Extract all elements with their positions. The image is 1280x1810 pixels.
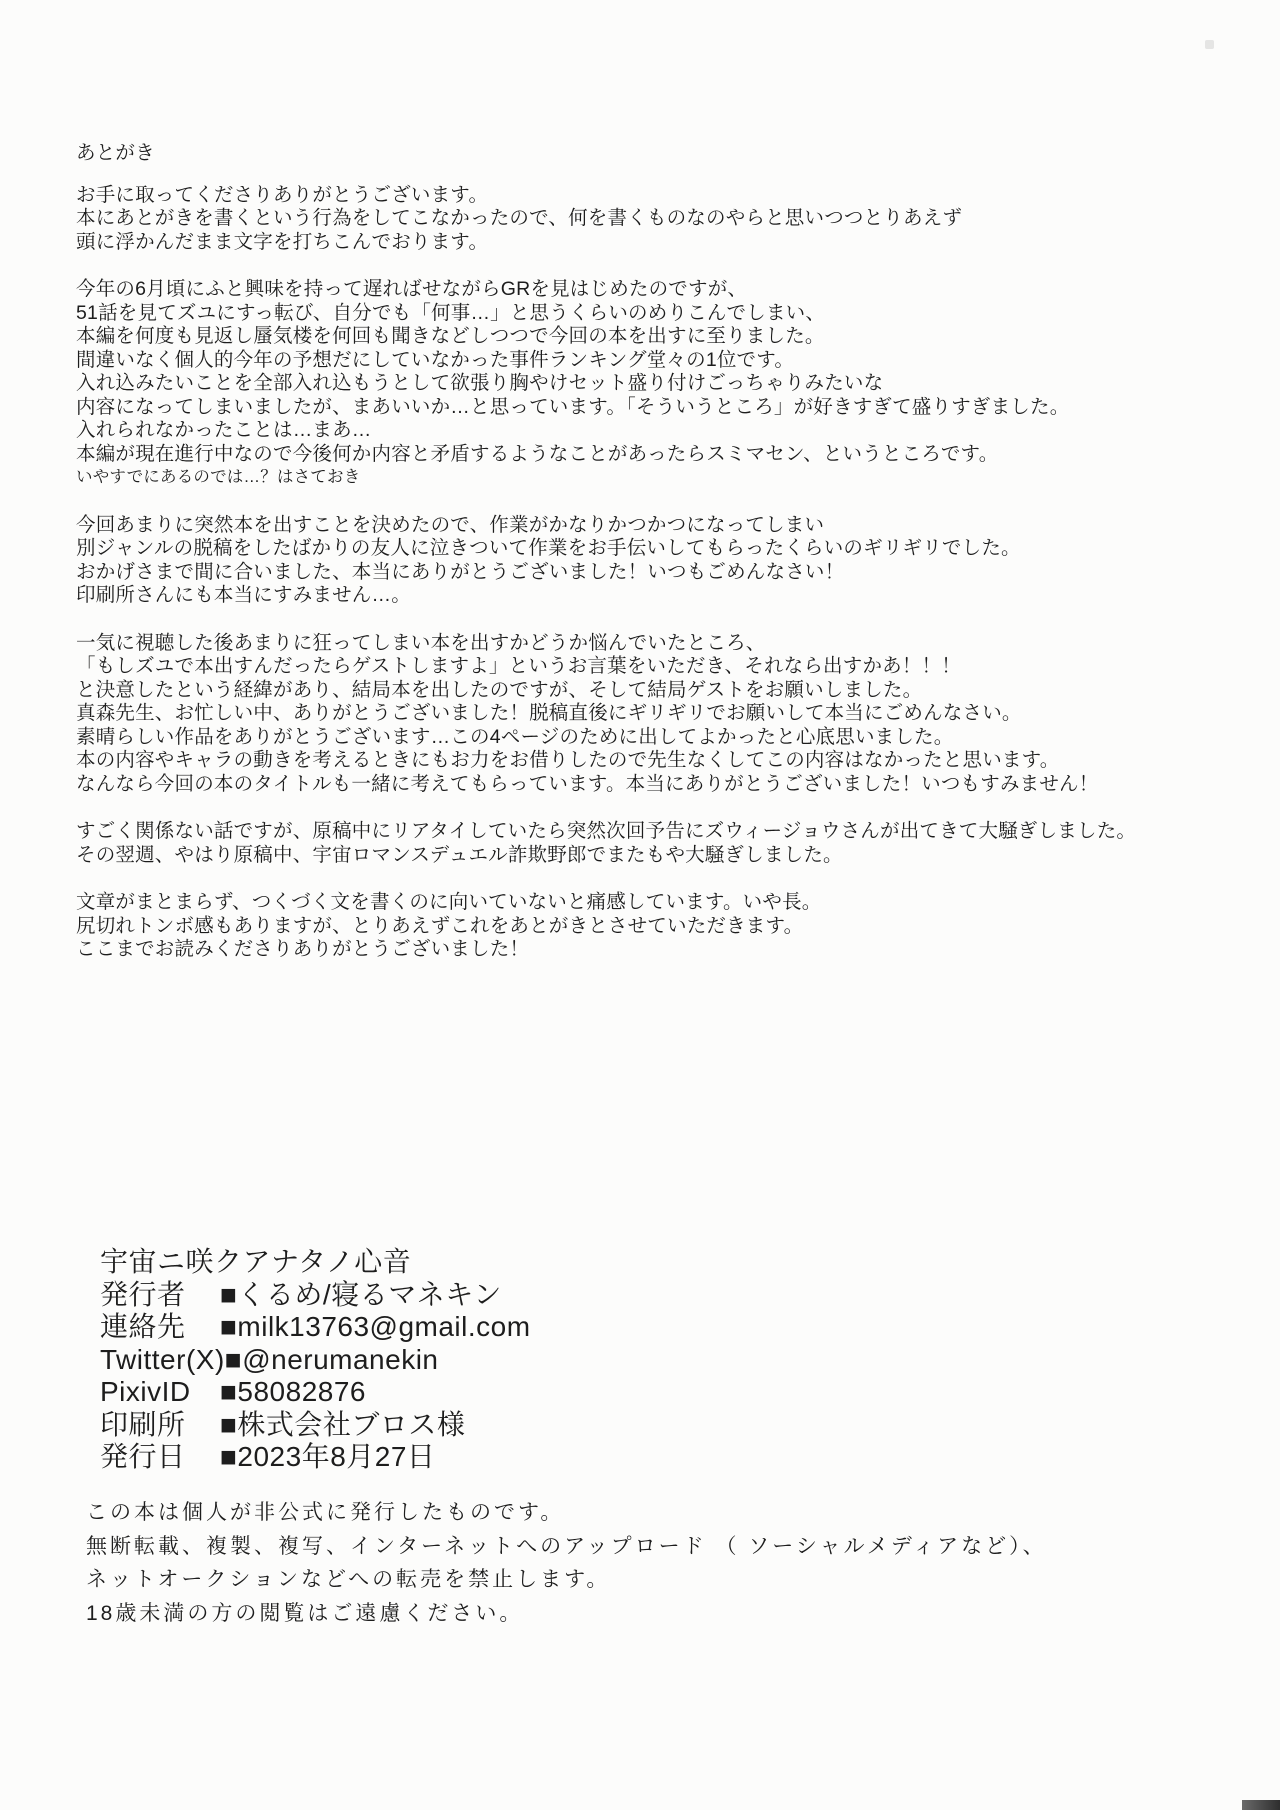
text-line: と決意したという経緯があり、結局本を出したのですが、そして結局ゲストをお願いしました。 bbox=[76, 678, 923, 701]
colophon-row-pixiv bbox=[100, 1376, 531, 1409]
text-line: ここまでお読みくださりありがとうございました！ bbox=[76, 938, 530, 960]
text-line: 今回あまりに突然本を出すことを決めたので、作業がかなりかつかつになってしまい bbox=[76, 513, 825, 536]
colophon-row-contact bbox=[100, 1311, 531, 1344]
book-title: 宇宙ニ咲クアナタノ心音 bbox=[100, 1246, 412, 1277]
text-line: 文章がまとまらず、つくづく文を書くのに向いていないと痛感しています。いや長。 bbox=[76, 891, 822, 913]
text-line: 印刷所さんにも本当にすみません…。 bbox=[76, 584, 411, 606]
colophon bbox=[100, 1246, 531, 1474]
paragraph-how-i-got-hooked bbox=[76, 278, 1236, 490]
text-line: お手に取ってくださりありがとうございます。 bbox=[76, 183, 489, 206]
text-line: 真森先生、お忙しい中、ありがとうございました！脱稿直後にギリギリでお願いして本当にごめんなさい。 bbox=[76, 702, 1022, 724]
paragraph-guest-thanks bbox=[76, 632, 1236, 797]
paragraph-deadline-help bbox=[76, 514, 1236, 608]
text-line: 一気に視聴した後あまりに狂ってしまい本を出すかどうか悩んでいたところ、 bbox=[76, 631, 766, 654]
text-line: 入れ込みたいことを全部入れ込もうとして欲張り胸やけセット盛り付けごっちゃりみたいな bbox=[76, 372, 884, 394]
afterword-body bbox=[76, 142, 1236, 986]
paragraph-thanks bbox=[76, 184, 1236, 255]
text-line: その翌週、やはり原稿中、宇宙ロマンスデュエル詐欺野郎でまたもや大騒ぎしました。 bbox=[76, 843, 843, 866]
colophon-value: ■2023年8月27日 bbox=[220, 1441, 436, 1472]
text-line: 頭に浮かんだまま文字を打ちこんでおります。 bbox=[76, 230, 489, 253]
colophon-label: 印刷所 bbox=[100, 1408, 186, 1440]
colophon-value: ■milk13763@gmail.com bbox=[220, 1311, 531, 1342]
notice-line: ネットオークションなどへの転売を禁止します。 bbox=[86, 1568, 611, 1591]
text-line: 本にあとがきを書くという行為をしてこなかったので、何を書くものなのやらと思いつつとりあえず bbox=[76, 207, 963, 229]
text-line: おかげさまで間に合いました、本当にありがとうございました！いつもごめんなさい！ bbox=[76, 560, 845, 583]
scan-artifact-speck bbox=[1205, 40, 1214, 49]
colophon-label: PixivID bbox=[100, 1376, 191, 1407]
text-line: 本編を何度も見返し蜃気楼を何回も聞きなどしつつで今回の本を出すに至りました。 bbox=[76, 325, 825, 347]
notice-line: この本は個人が非公式に発行したものです。 bbox=[86, 1501, 565, 1524]
colophon-value: ■株式会社ブロス様 bbox=[220, 1408, 466, 1440]
colophon-label: 発行者 bbox=[100, 1278, 186, 1310]
colophon-label: 発行日 bbox=[100, 1441, 186, 1472]
paragraph-closing bbox=[76, 891, 1236, 962]
colophon-label: Twitter(X) bbox=[100, 1343, 225, 1375]
colophon-row-printer bbox=[100, 1409, 531, 1442]
text-line: すごく関係ない話ですが、原稿中にリアタイしていたら突然次回予告にズウィージョウさんが出てきて大騒ぎしました。 bbox=[76, 820, 1137, 842]
text-line: 間違いなく個人的今年の予想だにしていなかった事件ランキング堂々の1位です。 bbox=[76, 348, 795, 371]
text-line: 本編が現在進行中なので今後何か内容と矛盾するようなことがあったらスミマセン、というところです。 bbox=[76, 442, 999, 465]
text-line: 「もしズユで本出すんだったらゲストしますよ」というお言葉をいただき、それなら出すかあ！！！ bbox=[76, 655, 961, 677]
paragraph-side-story bbox=[76, 820, 1236, 867]
afterword-heading: あとがき bbox=[76, 142, 155, 164]
colophon-row-twitter bbox=[100, 1344, 531, 1377]
text-line-small: いやすでにあるのでは…？はさておき bbox=[76, 468, 361, 486]
text-line: 別ジャンルの脱稿をしたばかりの友人に泣きついて作業をお手伝いしてもらったくらいのギリギリでした。 bbox=[76, 537, 1021, 559]
scan-artifact-corner-mark bbox=[1242, 1800, 1280, 1810]
text-line: なんなら今回の本のタイトルも一緒に考えてもらっています。本当にありがとうございました！いつもすみません！ bbox=[76, 772, 1099, 795]
colophon-label: 連絡先 bbox=[100, 1311, 186, 1342]
text-line: 入れられなかったことは…まあ… bbox=[76, 419, 372, 441]
colophon-value: ■58082876 bbox=[220, 1376, 366, 1407]
colophon-value: ■@nerumanekin bbox=[224, 1343, 439, 1375]
text-line: 本の内容やキャラの動きを考えるときにもお力をお借りしたので先生なくしてこの内容はなかったと思います。 bbox=[76, 749, 1060, 771]
text-line: 51話を見てズユにすっ転び、自分でも「何事…」と思うくらいのめりこんでしまい、 bbox=[76, 301, 826, 324]
notice-line: 無断転載、複製、複写、インターネットへのアップロード （ ソーシャルメディアなど）、 bbox=[86, 1534, 1047, 1558]
colophon-value: ■くるめ/寝るマネキン bbox=[220, 1278, 502, 1310]
colophon-row-publisher bbox=[100, 1279, 531, 1312]
legal-notice bbox=[86, 1496, 1047, 1630]
text-line: 尻切れトンボ感もありますが、とりあえずこれをあとがきとさせていただきます。 bbox=[76, 914, 804, 937]
notice-line: 18歳未満の方の閲覧はご遠慮ください。 bbox=[86, 1601, 524, 1625]
colophon-row-pubdate bbox=[100, 1441, 531, 1474]
text-line: 今年の6月頃にふと興味を持って遅ればせながらGRを見はじめたのですが、 bbox=[76, 278, 748, 300]
text-line: 素晴らしい作品をありがとうございます…この4ページのために出してよかったと心底思いました。 bbox=[76, 725, 954, 748]
text-line: 内容になってしまいましたが、まあいいか…と思っています。「そういうところ」が好きすぎて盛りすぎました。 bbox=[76, 395, 1070, 418]
